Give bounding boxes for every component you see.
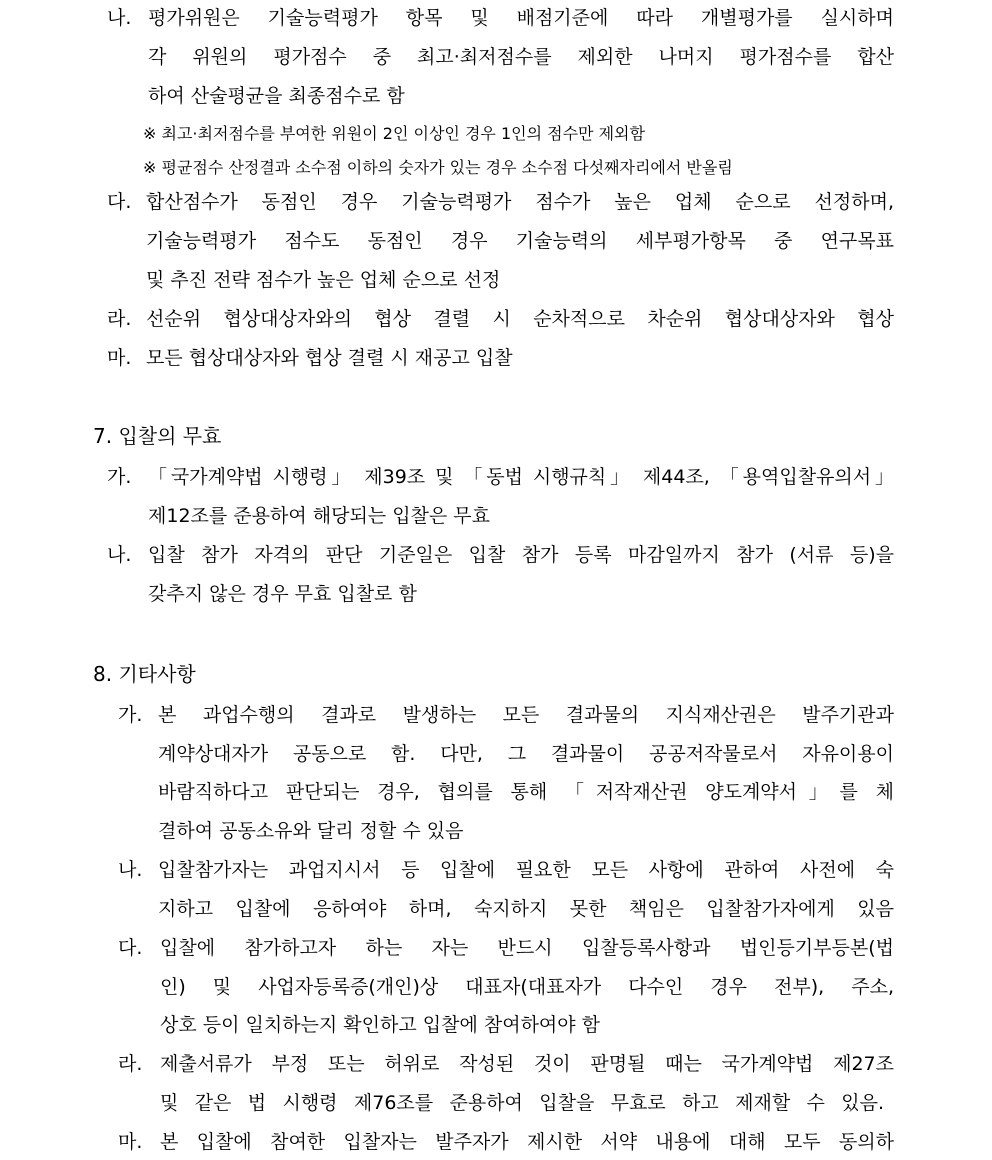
s8-item-da-line-1: 입찰에 참가하고자 하는 자는 반드시 입찰등록사항과 법인등기부등본(법 (160, 937, 894, 959)
s7-item-na-line-1: 입찰 참가 자격의 판단 기준일은 입찰 참가 등록 마감일까지 참가 (서류 등)을 (148, 544, 894, 566)
s8-item-ga-line-2: 계약상대자가 공동으로 함. 다만, 그 결과물이 공공저작물로서 자유이용이 (158, 743, 894, 765)
s8-item-ra-line-2: 및 같은 법 시행령 제76조를 준용하여 입찰을 무효로 하고 제재할 수 있음. (160, 1092, 884, 1114)
s8-item-marker-ma: 마. (118, 1131, 143, 1153)
item-marker-na: 나. (107, 7, 132, 29)
s8-item-marker-da: 다. (118, 937, 143, 959)
s8-item-marker-ra: 라. (118, 1053, 143, 1075)
s8-item-marker-ga: 가. (118, 704, 143, 726)
item-da-line-1: 합산점수가 동점인 경우 기술능력평가 점수가 높은 업체 순으로 선정하며, (146, 191, 894, 213)
s8-item-ra-line-1: 제출서류가 부정 또는 허위로 작성된 것이 판명될 때는 국가계약법 제27조 (160, 1053, 894, 1075)
s8-item-na-line-1: 입찰참가자는 과업지시서 등 입찰에 필요한 모든 사항에 관하여 사전에 숙 (158, 859, 894, 881)
s8-item-na-line-2: 지하고 입찰에 응하여야 하며, 숙지하지 못한 책임은 입찰참가자에게 있음 (158, 898, 894, 920)
item-na-line-1: 평가위원은 기술능력평가 항목 및 배점기준에 따라 개별평가를 실시하며 (148, 7, 894, 29)
s8-item-da-line-2: 인) 및 사업자등록증(개인)상 대표자(대표자가 다수인 경우 전부), 주소, (160, 976, 894, 998)
item-ma-line-1: 모든 협상대상자와 협상 결렬 시 재공고 입찰 (146, 347, 513, 369)
s8-item-ma-line-1: 본 입찰에 참여한 입찰자는 발주자가 제시한 서약 내용에 대해 모두 동의하 (160, 1131, 894, 1153)
item-da-line-3: 및 추진 전략 점수가 높은 업체 순으로 선정 (146, 269, 501, 291)
s7-item-marker-na: 나. (107, 544, 132, 566)
item-da-line-2: 기술능력평가 점수도 동점인 경우 기술능력의 세부평가항목 중 연구목표 (146, 230, 894, 252)
s8-item-ga-line-4: 결하여 공동소유와 달리 정할 수 있음 (158, 820, 464, 842)
section-heading-7: 7. 입찰의 무효 (93, 424, 222, 448)
s8-item-da-line-3: 상호 등이 일치하는지 확인하고 입찰에 참여하여야 함 (160, 1014, 601, 1036)
s7-item-na-line-2: 갖추지 않은 경우 무효 입찰로 함 (148, 583, 417, 605)
note-2: ※ 평균점수 산정결과 소수점 이하의 숫자가 있는 경우 소수점 다섯째자리에서 반올림 (143, 158, 733, 177)
item-marker-da: 다. (107, 191, 132, 213)
item-ra-line-1: 선순위 협상대상자와의 협상 결렬 시 순차적으로 차순위 협상대상자와 협상 (146, 308, 894, 330)
s8-item-ga-line-3: 바람직하다고 판단되는 경우, 협의를 통해 「저작재산권 양도계약서」를 체 (158, 781, 894, 803)
s8-item-ga-line-1: 본 과업수행의 결과로 발생하는 모든 결과물의 지식재산권은 발주기관과 (158, 704, 894, 726)
section-heading-8: 8. 기타사항 (93, 662, 196, 686)
s7-item-marker-ga: 가. (107, 466, 132, 488)
item-marker-ma: 마. (107, 347, 132, 369)
note-1: ※ 최고·최저점수를 부여한 위원이 2인 이상인 경우 1인의 점수만 제외함 (143, 124, 645, 143)
item-na-line-2: 각 위원의 평가점수 중 최고·최저점수를 제외한 나머지 평가점수를 합산 (148, 46, 894, 68)
s8-item-marker-na: 나. (118, 859, 143, 881)
item-na-line-3: 하여 산술평균을 최종점수로 함 (148, 85, 405, 107)
item-marker-ra: 라. (107, 308, 132, 330)
s7-item-ga-line-1: 「국가계약법 시행령」 제39조 및 「동법 시행규칙」 제44조, 「용역입찰유의서」 (148, 466, 894, 488)
s7-item-ga-line-2: 제12조를 준용하여 해당되는 입찰은 무효 (148, 505, 490, 527)
